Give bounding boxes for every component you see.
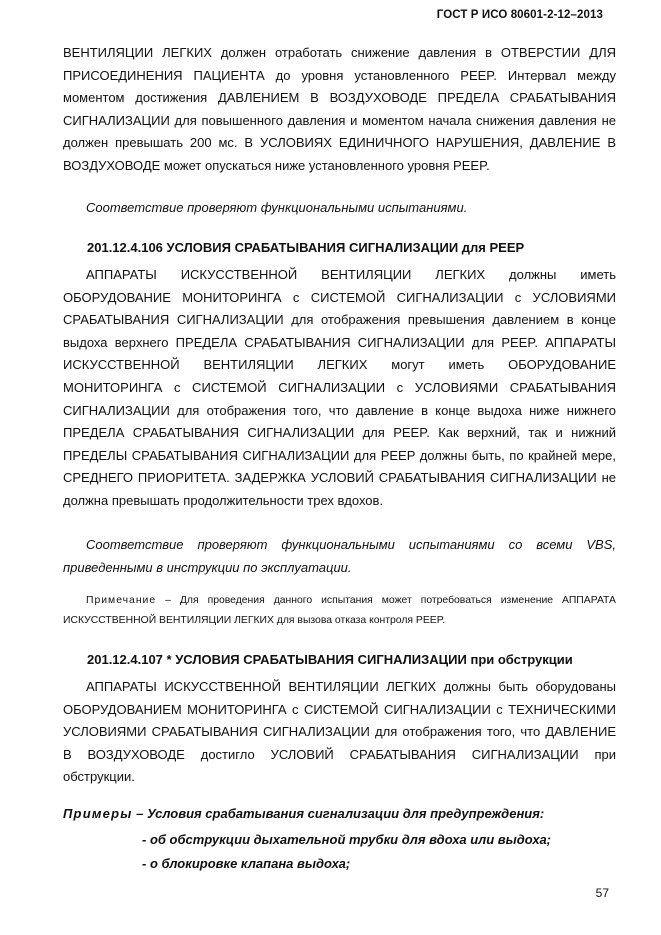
- examples-intro-text: – Условия срабатывания сигнализации для предупреждения:: [132, 806, 545, 821]
- example-item: - об обструкции дыхательной трубки для вдоха или выдоха;: [142, 832, 552, 847]
- continuation-paragraph: ВЕНТИЛЯЦИИ ЛЕГКИХ должен отработать снижение давления в ОТВЕРСТИИ ДЛЯ ПРИСОЕДИНЕНИЯ ПАЦИЕНТА до уровня установленного PEEP. Интервал между моментом достижения ДАВЛЕНИЕМ В ВОЗДУХОВОДЕ ПРЕДЕЛА СРАБАТЫВАНИЯ СИГНАЛИЗАЦИИ для повышенного давления и моментом начала снижения давления не должен превышать 200 мс. В УСЛОВИЯХ ЕДИНИЧНОГО НАРУШЕНИЯ, ДАВЛЕНИЕ В ВОЗДУХОВОДЕ может опускаться ниже установленного уровня PEEP.: [63, 45, 616, 173]
- page-number: 57: [595, 886, 609, 900]
- standard-header: ГОСТ Р ИСО 80601-2-12–2013: [436, 9, 603, 21]
- compliance-text-2: Соответствие проверяют функциональными испытаниями со всеми VBS, приведенными в инструкции по эксплуатации.: [63, 537, 616, 575]
- note-text: – Для проведения данного испытания может потребоваться изменение АППАРАТА ИСКУССТВЕННОЙ ВЕНТИЛЯЦИИ ЛЕГКИХ для вызова отказа контроля PEEP.: [63, 595, 616, 626]
- example-item: - о блокировке клапана выдоха;: [142, 856, 351, 871]
- section-107-paragraph: АППАРАТЫ ИСКУССТВЕННОЙ ВЕНТИЛЯЦИИ ЛЕГКИХ должны быть оборудованы ОБОРУДОВАНИЕМ МОНИТОРИНГА с СИСТЕМОЙ СИГНАЛИЗАЦИИ с ТЕХНИЧЕСКИМИ УСЛОВИЯМИ СРАБАТЫВАНИЯ СИГНАЛИЗАЦИИ для отображения того, что ДАВЛЕНИЕ В ВОЗДУХОВОДЕ достигло УСЛОВИЙ СРАБАТЫВАНИЯ СИГНАЛИЗАЦИИ при обструкции.: [63, 679, 616, 785]
- compliance-text-1: Соответствие проверяют функциональными испытаниями.: [86, 200, 468, 215]
- note: [63, 591, 616, 631]
- section-heading-107: 201.12.4.107 * УСЛОВИЯ СРАБАТЫВАНИЯ СИГНАЛИЗАЦИИ при обструкции: [87, 652, 573, 667]
- section-heading-106: 201.12.4.106 УСЛОВИЯ СРАБАТЫВАНИЯ СИГНАЛИЗАЦИИ для PEEP: [87, 240, 525, 255]
- examples-intro: [63, 802, 544, 825]
- examples-label: Примеры: [63, 806, 133, 821]
- section-106-paragraph: АППАРАТЫ ИСКУССТВЕННОЙ ВЕНТИЛЯЦИИ ЛЕГКИХ должны иметь ОБОРУДОВАНИЕ МОНИТОРИНГА с СИСТЕМОЙ СИГНАЛИЗАЦИИ с УСЛОВИЯМИ СРАБАТЫВАНИЯ СИГНАЛИЗАЦИИ для отображения превышения давлением в конце выдоха верхнего ПРЕДЕЛА СРАБАТЫВАНИЯ СИГНАЛИЗАЦИИ для PEEP. АППАРАТЫ ИСКУССТВЕННОЙ ВЕНТИЛЯЦИИ ЛЕГКИХ могут иметь ОБОРУДОВАНИЕ МОНИТОРИНГА с СИСТЕМОЙ СИГНАЛИЗАЦИИ с УСЛОВИЯМИ СРАБАТЫВАНИЯ СИГНАЛИЗАЦИИ для отображения того, что давление в конце выдоха ниже нижнего ПРЕДЕЛА СРАБАТЫВАНИЯ СИГНАЛИЗАЦИИ для PEEP. Как верхний, так и нижний ПРЕДЕЛЫ СРАБАТЫВАНИЯ СИГНАЛИЗАЦИИ для PEEP должны быть, по крайней мере, СРЕДНЕГО ПРИОРИТЕТА. ЗАДЕРЖКА УСЛОВИЙ СРАБАТЫВАНИЯ СИГНАЛИЗАЦИИ не должна превышать продолжительности трех вдохов.: [63, 267, 616, 508]
- note-label: Примечание: [86, 595, 157, 606]
